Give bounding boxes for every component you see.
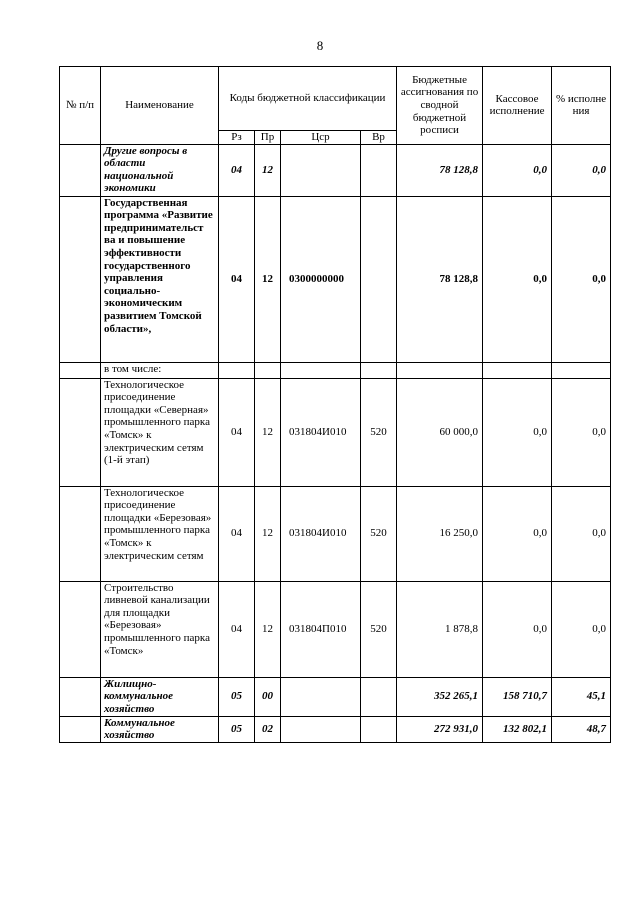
cell-num (60, 677, 101, 716)
header-percent: % исполне ния (552, 67, 611, 145)
cell-csr (281, 677, 361, 716)
header-cash: Кассовое исполнение (483, 67, 552, 145)
cell-pr (255, 362, 281, 378)
cell-percent: 0,0 (552, 378, 611, 486)
cell-assignments: 352 265,1 (397, 677, 483, 716)
cell-cash: 0,0 (483, 144, 552, 196)
cell-cash: 0,0 (483, 196, 552, 362)
cell-assignments: 60 000,0 (397, 378, 483, 486)
cell-name: Коммунальное хозяйство (101, 716, 219, 742)
cell-csr: 0300000000 (281, 196, 361, 362)
table-row (60, 677, 611, 716)
cell-pr: 02 (255, 716, 281, 742)
cell-num (60, 196, 101, 362)
cell-num (60, 486, 101, 581)
cell-csr (281, 362, 361, 378)
cell-csr: 031804И010 (281, 486, 361, 581)
cell-name: Технологическое присоединение площадки «Северная» промышленного парка «Томск» к электрическим сетям (1-й этап) (101, 378, 219, 486)
cell-rz: 04 (219, 144, 255, 196)
cell-vr (361, 716, 397, 742)
cell-percent: 45,1 (552, 677, 611, 716)
cell-cash: 158 710,7 (483, 677, 552, 716)
table-row (60, 716, 611, 742)
cell-rz (219, 362, 255, 378)
cell-rz: 05 (219, 677, 255, 716)
cell-assignments: 16 250,0 (397, 486, 483, 581)
header-num: № п/п (60, 67, 101, 145)
header-codes: Коды бюджетной классификации (219, 67, 397, 131)
cell-vr (361, 677, 397, 716)
header-assignments: Бюджетные ассигнования по сводной бюджетной росписи (397, 67, 483, 145)
cell-rz: 05 (219, 716, 255, 742)
cell-vr (361, 196, 397, 362)
table-row (60, 581, 611, 677)
cell-csr: 031804И010 (281, 378, 361, 486)
cell-num (60, 362, 101, 378)
cell-pr: 12 (255, 581, 281, 677)
cell-assignments: 272 931,0 (397, 716, 483, 742)
cell-name: Строительство ливневой канализации для площадки «Березовая» промышленного парка «Томск» (101, 581, 219, 677)
table-row (60, 362, 611, 378)
cell-num (60, 716, 101, 742)
cell-name: Государственная программа «Развитие предпринимательст ва и повышение эффективности государственного управления социально-экономическим развитием Томской области», (101, 196, 219, 362)
cell-cash: 0,0 (483, 581, 552, 677)
cell-vr: 520 (361, 486, 397, 581)
cell-pr: 12 (255, 486, 281, 581)
cell-rz: 04 (219, 378, 255, 486)
cell-name: Технологическое присоединение площадки «Березовая» промышленного парка «Томск» к электрическим сетям (101, 486, 219, 581)
cell-pr: 12 (255, 144, 281, 196)
header-csr: Цср (281, 131, 361, 145)
cell-name: в том числе: (101, 362, 219, 378)
budget-execution-table (59, 66, 611, 743)
cell-rz: 04 (219, 581, 255, 677)
cell-num (60, 144, 101, 196)
cell-vr (361, 362, 397, 378)
cell-percent (552, 362, 611, 378)
cell-pr: 00 (255, 677, 281, 716)
cell-percent: 0,0 (552, 196, 611, 362)
cell-num (60, 581, 101, 677)
page-number: 8 (316, 38, 324, 53)
cell-pr: 12 (255, 378, 281, 486)
cell-percent: 0,0 (552, 486, 611, 581)
cell-pr: 12 (255, 196, 281, 362)
cell-csr (281, 716, 361, 742)
cell-rz: 04 (219, 196, 255, 362)
table-row (60, 486, 611, 581)
cell-assignments: 78 128,8 (397, 196, 483, 362)
cell-percent: 0,0 (552, 144, 611, 196)
header-rz: Рз (219, 131, 255, 145)
cell-vr: 520 (361, 581, 397, 677)
cell-vr: 520 (361, 378, 397, 486)
cell-num (60, 378, 101, 486)
header-vr: Вр (361, 131, 397, 145)
cell-csr (281, 144, 361, 196)
cell-csr: 031804П010 (281, 581, 361, 677)
cell-vr (361, 144, 397, 196)
cell-assignments (397, 362, 483, 378)
cell-name: Жилищно-коммунальное хозяйство (101, 677, 219, 716)
cell-cash: 0,0 (483, 486, 552, 581)
table-row (60, 378, 611, 486)
header-pr: Пр (255, 131, 281, 145)
table-row (60, 196, 611, 362)
cell-percent: 0,0 (552, 581, 611, 677)
cell-rz: 04 (219, 486, 255, 581)
cell-name: Другие вопросы в области национальной экономики (101, 144, 219, 196)
cell-cash: 132 802,1 (483, 716, 552, 742)
cell-assignments: 1 878,8 (397, 581, 483, 677)
cell-percent: 48,7 (552, 716, 611, 742)
cell-cash: 0,0 (483, 378, 552, 486)
cell-cash (483, 362, 552, 378)
header-name: Наименование (101, 67, 219, 145)
cell-assignments: 78 128,8 (397, 144, 483, 196)
table-row (60, 144, 611, 196)
